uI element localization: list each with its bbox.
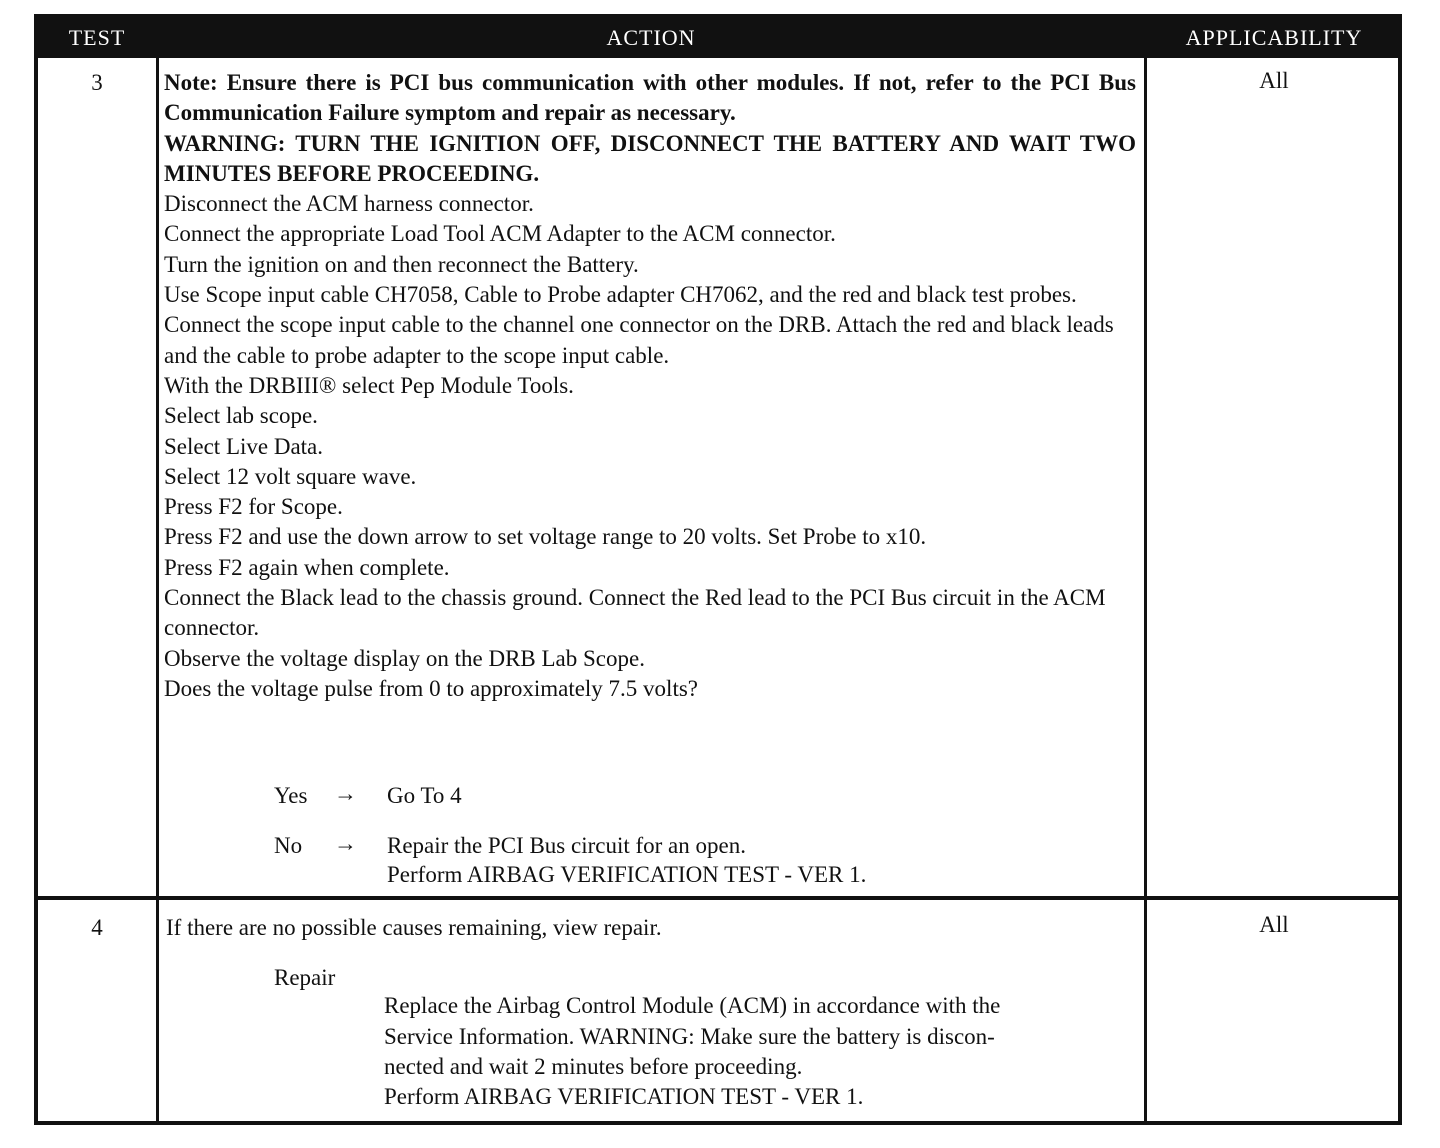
column-divider	[156, 58, 159, 1121]
arrow-right-icon: →	[334, 781, 357, 806]
action-text	[164, 68, 1136, 704]
yes-label: Yes	[274, 783, 308, 808]
step: Press F2 for Scope.	[164, 494, 343, 520]
row-divider	[38, 896, 1398, 900]
step: Connect the appropriate Load Tool ACM Adapter to the ACM connector.	[164, 221, 836, 247]
step: Use Scope input cable CH7058, Cable to Probe adapter CH7062, and the red and black test probes.	[164, 282, 1077, 308]
table-header	[38, 18, 1398, 58]
applicability-value: All	[1259, 68, 1289, 93]
test-number: 3	[91, 70, 103, 95]
step: Press F2 and use the down arrow to set voltage range to 20 volts. Set Probe to x10.	[164, 524, 927, 550]
repair-line: nected and wait 2 minutes before proceeding.	[384, 1054, 803, 1079]
step: Connect the scope input cable to the channel one connector on the DRB. Attach the red and black leads and the cable to probe adapter to the scope input cable.	[164, 312, 1114, 368]
repair-label: Repair	[274, 965, 336, 990]
repair-line: Perform AIRBAG VERIFICATION TEST - VER 1.	[384, 1084, 864, 1109]
diagnostic-table	[34, 14, 1402, 1125]
arrow-right-icon: →	[334, 831, 357, 856]
step: Disconnect the ACM harness connector.	[164, 191, 534, 217]
header-applicability: APPLICABILITY	[1185, 25, 1363, 50]
step: Does the voltage pulse from 0 to approximately 7.5 volts?	[164, 675, 698, 701]
step: Turn the ignition on and then reconnect the Battery.	[164, 251, 639, 277]
repair-line: Replace the Airbag Control Module (ACM) in accordance with the	[384, 993, 1001, 1018]
applicability-value: All	[1259, 912, 1289, 937]
test-number: 4	[91, 915, 103, 940]
step: Select lab scope.	[164, 403, 318, 429]
step: With the DRBIII® select Pep Module Tools.	[164, 372, 574, 398]
header-action: ACTION	[606, 25, 696, 50]
no-result-line: Perform AIRBAG VERIFICATION TEST - VER 1.	[387, 862, 867, 887]
no-result-line: Repair the PCI Bus circuit for an open.	[387, 833, 746, 858]
step: Observe the voltage display on the DRB Lab Scope.	[164, 645, 645, 671]
warning-text: WARNING: TURN THE IGNITION OFF, DISCONNECT THE BATTERY AND WAIT TWO MINUTES BEFORE PROCEEDING.	[164, 130, 1136, 186]
column-divider	[1144, 58, 1147, 1121]
no-label: No	[274, 833, 303, 858]
step: Select 12 volt square wave.	[164, 463, 417, 489]
step: Select Live Data.	[164, 433, 324, 459]
step: Connect the Black lead to the chassis ground. Connect the Red lead to the PCI Bus circuit in the ACM connector.	[164, 585, 1106, 641]
yes-result: Go To 4	[387, 783, 462, 808]
header-test: TEST	[68, 25, 126, 50]
repair-line: Service Information. WARNING: Make sure the battery is discon-	[384, 1024, 995, 1049]
note-text: Note: Ensure there is PCI bus communication with other modules. If not, refer to the PCI Bus Communication Failure symptom and repair as necessary.	[164, 70, 1136, 126]
action-text: If there are no possible causes remaining, view repair.	[166, 915, 662, 940]
step: Press F2 again when complete.	[164, 554, 450, 580]
